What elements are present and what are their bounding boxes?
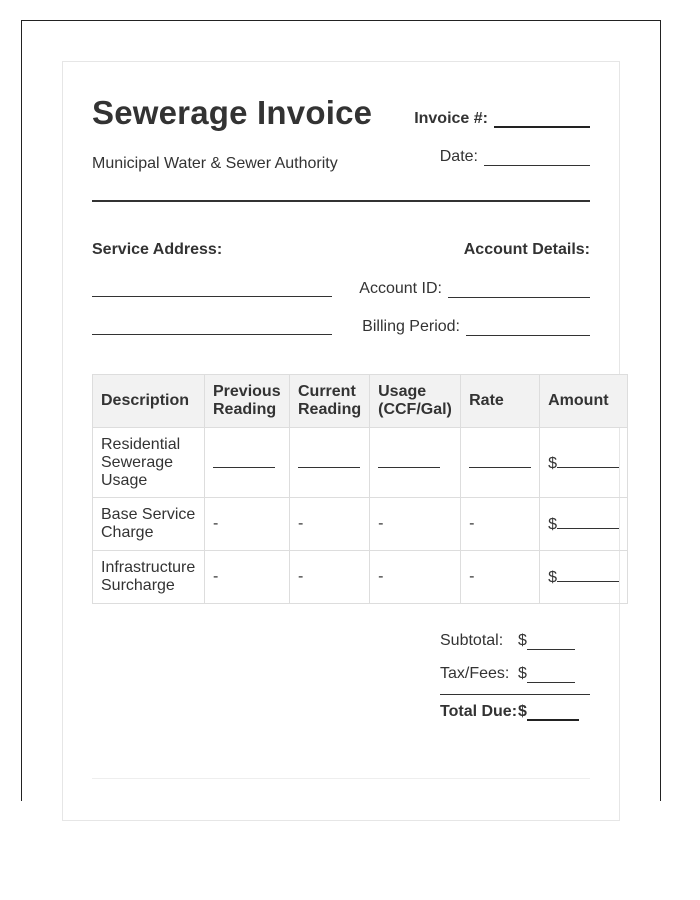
current-reading-blank[interactable] [298, 453, 360, 468]
rate-cell: - [461, 498, 540, 551]
row-description: Residential Sewerage Usage [93, 428, 205, 498]
subtotal-currency: $ [518, 632, 527, 649]
billing-period-label: Billing Period: [362, 318, 460, 335]
rate-cell: - [461, 551, 540, 604]
rate-cell[interactable] [461, 428, 540, 498]
currency-symbol: $ [548, 454, 558, 472]
amount-blank[interactable] [557, 453, 619, 468]
current-reading-cell: - [290, 551, 370, 604]
col-rate: Rate [461, 375, 540, 428]
table-row [93, 428, 628, 498]
row-description: Infrastructure Surcharge [93, 551, 205, 604]
footer-divider [92, 778, 590, 779]
billing-period-field [362, 318, 590, 336]
amount-cell[interactable] [540, 551, 628, 604]
table-row [93, 498, 628, 551]
invoice-number-blank[interactable] [494, 110, 590, 128]
date-blank[interactable] [484, 149, 590, 166]
currency-symbol: $ [548, 569, 558, 586]
rate-blank[interactable] [469, 453, 531, 468]
address-line-2[interactable] [92, 334, 332, 335]
date-field [440, 148, 590, 166]
invoice-title: Sewerage Invoice [92, 94, 373, 131]
account-id-field [359, 280, 590, 298]
billing-period-blank[interactable] [466, 319, 590, 336]
tax-label: Tax/Fees: [440, 665, 510, 682]
col-previous-reading: Previous Reading [205, 375, 290, 428]
total-due-blank[interactable] [527, 705, 579, 721]
amount-cell[interactable] [540, 498, 628, 551]
header-divider [92, 200, 590, 202]
subtotal-row [440, 632, 575, 650]
previous-reading-blank[interactable] [213, 453, 275, 468]
current-reading-cell: - [290, 498, 370, 551]
tax-blank[interactable] [527, 668, 575, 683]
address-line-1[interactable] [92, 296, 332, 297]
amount-blank[interactable] [557, 567, 619, 582]
totals-divider [440, 694, 590, 695]
previous-reading-cell: - [205, 498, 290, 551]
row-description: Base Service Charge [93, 498, 205, 551]
table-header-row [93, 375, 628, 428]
previous-reading-cell[interactable] [205, 428, 290, 498]
usage-cell: - [370, 551, 461, 604]
charges-table [92, 374, 628, 604]
total-due-currency: $ [518, 703, 527, 720]
authority-name: Municipal Water & Sewer Authority [92, 155, 338, 172]
account-id-label: Account ID: [359, 280, 442, 297]
total-due-label: Total Due: [440, 703, 518, 720]
service-address-label: Service Address: [92, 241, 223, 258]
col-usage: Usage (CCF/Gal) [370, 375, 461, 428]
col-amount: Amount [540, 375, 628, 428]
table-row [93, 551, 628, 604]
invoice-number-field [414, 110, 590, 128]
account-id-blank[interactable] [448, 281, 590, 298]
account-details-label: Account Details: [463, 241, 590, 258]
currency-symbol: $ [548, 516, 558, 533]
tax-currency: $ [518, 665, 527, 682]
col-description: Description [93, 375, 205, 428]
subtotal-label: Subtotal: [440, 632, 504, 649]
date-label: Date: [439, 148, 478, 165]
usage-cell[interactable] [370, 428, 461, 498]
usage-cell: - [370, 498, 461, 551]
invoice-number-label: Invoice #: [414, 110, 488, 127]
amount-cell[interactable] [540, 428, 628, 498]
subtotal-blank[interactable] [527, 635, 575, 650]
total-due-row [440, 703, 579, 721]
usage-blank[interactable] [378, 453, 440, 468]
col-current-reading: Current Reading [290, 375, 370, 428]
current-reading-cell[interactable] [290, 428, 370, 498]
tax-row [440, 665, 575, 683]
previous-reading-cell: - [205, 551, 290, 604]
amount-blank[interactable] [557, 514, 619, 529]
